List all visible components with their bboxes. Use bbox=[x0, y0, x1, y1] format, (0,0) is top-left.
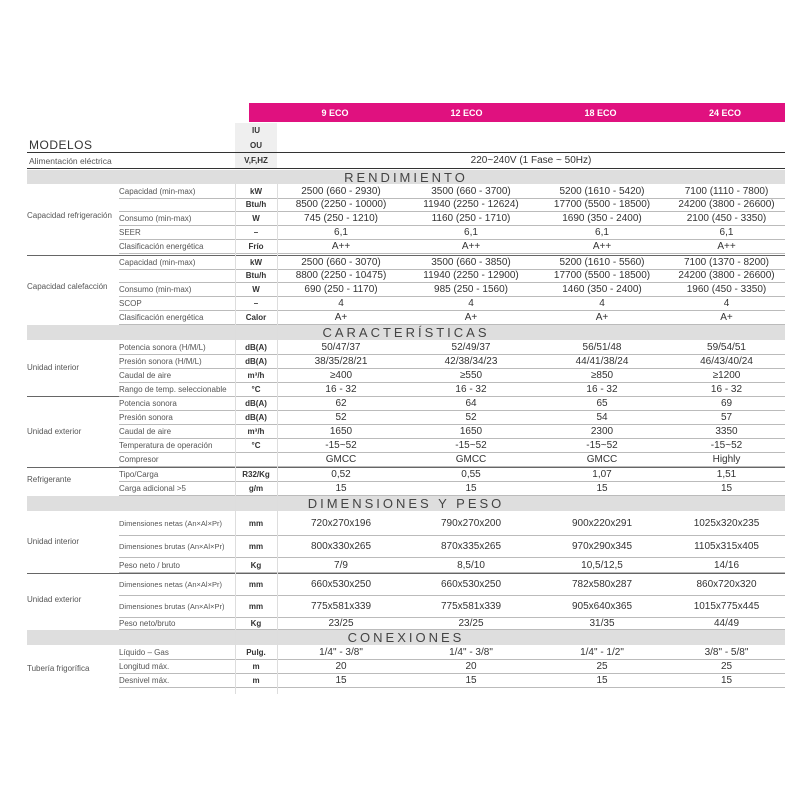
row-label: Presión sonora (H/M/L) bbox=[119, 357, 202, 366]
row-value: 57 bbox=[720, 412, 733, 423]
section-rendimiento: RENDIMIENTO bbox=[27, 170, 785, 184]
row-value: 6,1 bbox=[334, 227, 348, 238]
row-value: A++ bbox=[717, 241, 736, 252]
row-value: 23/25 bbox=[458, 618, 484, 629]
power-label: Alimentación eléctrica bbox=[29, 155, 112, 166]
row-value: 15 bbox=[596, 483, 608, 494]
ou-label: OU bbox=[250, 140, 262, 150]
row-value: 69 bbox=[720, 398, 733, 409]
row-value: 5200 (1610 - 5560) bbox=[559, 257, 645, 268]
row-value: 65 bbox=[596, 398, 608, 409]
row-value: 800x330x265 bbox=[310, 541, 372, 552]
row-value: 20 bbox=[465, 661, 477, 672]
group-unidad-exterior: Unidad exterior bbox=[27, 427, 82, 436]
row-value: 52 bbox=[465, 412, 477, 423]
row-label: Tipo/Carga bbox=[119, 470, 159, 479]
table-row bbox=[27, 674, 785, 687]
row-value: 4 bbox=[723, 298, 730, 309]
row-value: 4 bbox=[338, 298, 344, 309]
row-value: GMCC bbox=[586, 454, 618, 465]
row-label: Carga adicional >5 bbox=[119, 484, 186, 493]
model-header-12eco: 12 ECO bbox=[450, 107, 483, 118]
row-value: 1,51 bbox=[716, 469, 737, 480]
row-label: Potencia sonora (H/M/L) bbox=[119, 343, 206, 352]
row-divider bbox=[119, 495, 785, 496]
row-divider bbox=[119, 466, 785, 467]
table-row bbox=[27, 618, 785, 629]
row-label: SCOP bbox=[119, 299, 142, 308]
group-dim-unidad-interior: Unidad interior bbox=[27, 537, 80, 546]
table-row bbox=[27, 240, 785, 253]
row-value: 20 bbox=[335, 661, 347, 672]
row-value: 15 bbox=[720, 675, 733, 686]
row-unit: m bbox=[252, 676, 260, 685]
row-value: 15 bbox=[335, 675, 347, 686]
table-row bbox=[27, 512, 785, 535]
table-row bbox=[27, 574, 785, 595]
row-value: 15 bbox=[465, 675, 477, 686]
table-row bbox=[27, 383, 785, 396]
table-row bbox=[27, 185, 785, 198]
row-value: 720x270x196 bbox=[310, 518, 372, 529]
row-unit: W bbox=[252, 214, 260, 223]
row-divider bbox=[119, 324, 785, 325]
row-value: GMCC bbox=[455, 454, 487, 465]
row-unit: Btu/h bbox=[245, 271, 267, 280]
row-value: 56/51/48 bbox=[582, 342, 622, 353]
power-unit: V,F,HZ bbox=[244, 156, 268, 165]
row-value: 16 - 32 bbox=[455, 384, 487, 395]
table-row bbox=[27, 226, 785, 239]
row-value: 23/25 bbox=[328, 618, 354, 629]
row-unit: Calor bbox=[245, 313, 267, 322]
group-tuberia: Tubería frigorífica bbox=[27, 664, 90, 673]
row-unit bbox=[235, 453, 277, 466]
row-label: Clasificación energética bbox=[119, 313, 204, 322]
row-unit: mm bbox=[248, 519, 264, 528]
row-label: Caudal de aire bbox=[119, 371, 172, 380]
row-value: 17700 (5500 - 18500) bbox=[553, 199, 651, 210]
table-row bbox=[27, 439, 785, 452]
row-unit: m bbox=[252, 662, 260, 671]
row-value: 15 bbox=[596, 675, 608, 686]
row-value: 44/41/38/24 bbox=[575, 356, 629, 367]
row-value: 7100 (1110 - 7800) bbox=[684, 186, 769, 197]
row-label: Temperatura de operación bbox=[119, 441, 213, 450]
row-value: 1650 bbox=[459, 426, 483, 437]
row-value: ≥400 bbox=[329, 370, 353, 381]
model-header-bar bbox=[249, 103, 785, 122]
row-value: 745 (250 - 1210) bbox=[304, 213, 378, 224]
table-row bbox=[27, 297, 785, 310]
row-unit: – bbox=[253, 228, 259, 237]
row-label bbox=[119, 198, 233, 211]
table-row bbox=[27, 355, 785, 368]
row-label: Compresor bbox=[119, 455, 159, 464]
row-label: Dimensiones brutas (An×Al×Pr) bbox=[119, 602, 225, 611]
table-row bbox=[27, 369, 785, 382]
row-value: 660x530x250 bbox=[310, 579, 372, 590]
row-value: 3500 (660 - 3850) bbox=[431, 257, 511, 268]
group-refrigerante: Refrigerante bbox=[27, 475, 72, 484]
row-value: 16 - 32 bbox=[586, 384, 618, 395]
power-value: 220~240V (1 Fase ~ 50Hz) bbox=[470, 155, 592, 166]
row-value: 8800 (2250 - 10475) bbox=[295, 270, 387, 281]
table-row bbox=[27, 341, 785, 354]
row-value: 0,52 bbox=[331, 469, 351, 480]
row-value: -15~52 bbox=[325, 440, 357, 451]
row-unit: °C bbox=[251, 441, 261, 450]
row-value: 1015x775x445 bbox=[693, 601, 760, 612]
table-row bbox=[27, 397, 785, 410]
row-value: 4 bbox=[468, 298, 474, 309]
row-value: 690 (250 - 1170) bbox=[304, 284, 378, 295]
row-value: 62 bbox=[335, 398, 347, 409]
row-unit: Frío bbox=[248, 242, 264, 251]
row-value: 0,55 bbox=[461, 469, 481, 480]
row-unit: mm bbox=[248, 580, 264, 589]
row-value: 6,1 bbox=[719, 227, 734, 238]
row-value: 10,5/12,5 bbox=[581, 559, 623, 571]
row-value: 11940 (2250 - 12900) bbox=[423, 270, 519, 281]
row-value: 860x720x320 bbox=[696, 579, 757, 590]
table-row bbox=[27, 256, 785, 269]
row-value: 8500 (2250 - 10000) bbox=[295, 199, 387, 210]
row-value: A+ bbox=[464, 312, 478, 323]
row-label: Peso neto / bruto bbox=[119, 560, 180, 570]
row-value: 1160 (250 - 1710) bbox=[431, 213, 511, 224]
page-title: MODELOS bbox=[29, 138, 93, 152]
row-unit: dB(A) bbox=[245, 357, 267, 366]
group-dim-unidad-exterior: Unidad exterior bbox=[27, 595, 82, 604]
row-value: 905x640x365 bbox=[571, 601, 633, 612]
row-unit: m³/h bbox=[247, 427, 265, 436]
unit-col-right-border bbox=[277, 184, 278, 694]
row-value: 17700 (5500 - 18500) bbox=[553, 270, 651, 281]
row-value: Highly bbox=[712, 454, 741, 465]
row-label: Dimensiones netas (An×Al×Pr) bbox=[119, 519, 222, 528]
row-value: 1/4" - 3/8" bbox=[449, 647, 493, 658]
row-value: 25 bbox=[720, 661, 733, 672]
row-value: A+ bbox=[720, 312, 733, 323]
row-value: 15 bbox=[720, 483, 733, 494]
row-value: 4 bbox=[599, 298, 605, 309]
row-value: 985 (250 - 1560) bbox=[434, 284, 508, 295]
row-value: 59/54/51 bbox=[707, 342, 746, 353]
table-row bbox=[27, 660, 785, 673]
row-unit: dB(A) bbox=[245, 343, 267, 352]
row-value: 6,1 bbox=[595, 227, 609, 238]
row-label: Caudal de aire bbox=[119, 427, 172, 436]
row-label: Consumo (min-max) bbox=[119, 285, 192, 294]
row-value: 1,07 bbox=[592, 469, 612, 480]
section-dimensiones: DIMENSIONES Y PESO bbox=[27, 496, 785, 511]
row-value: 15 bbox=[465, 483, 477, 494]
row-value: 15 bbox=[335, 483, 347, 494]
row-value: 3350 bbox=[715, 426, 738, 437]
row-value: 3500 (660 - 3700) bbox=[431, 186, 511, 197]
row-unit: W bbox=[252, 285, 260, 294]
row-value: 6,1 bbox=[464, 227, 478, 238]
table-row bbox=[27, 453, 785, 466]
row-label: Presión sonora bbox=[119, 413, 173, 422]
row-unit: mm bbox=[248, 542, 264, 551]
row-value: 970x290x345 bbox=[571, 541, 633, 552]
row-unit: kW bbox=[250, 258, 262, 267]
row-label: Consumo (min-max) bbox=[119, 214, 192, 223]
group-calefaccion: Capacidad calefacción bbox=[27, 282, 108, 291]
row-value: 3/8" - 5/8" bbox=[704, 647, 749, 658]
row-value: A++ bbox=[461, 241, 481, 252]
row-value: 1460 (350 - 2400) bbox=[562, 284, 642, 295]
row-label: Líquido – Gas bbox=[119, 648, 169, 657]
row-value: -15~52 bbox=[455, 440, 487, 451]
row-value: 44/49 bbox=[713, 618, 740, 629]
row-divider bbox=[119, 253, 785, 254]
row-unit: m³/h bbox=[247, 371, 265, 380]
table-row bbox=[27, 646, 785, 659]
row-value: 1/4" - 3/8" bbox=[319, 647, 363, 658]
model-header-24eco: 24 ECO bbox=[708, 107, 741, 118]
row-value: 2500 (660 - 2930) bbox=[301, 186, 381, 197]
row-value: 7/9 bbox=[334, 559, 348, 571]
row-label: Dimensiones netas (An×Al×Pr) bbox=[119, 580, 222, 589]
row-value: 25 bbox=[596, 661, 608, 672]
row-value: 38/35/28/21 bbox=[314, 356, 368, 367]
row-value: 64 bbox=[465, 398, 477, 409]
table-row bbox=[27, 283, 785, 296]
row-unit: dB(A) bbox=[245, 399, 267, 408]
row-value: 14/16 bbox=[713, 559, 740, 571]
row-value: 42/38/34/23 bbox=[444, 356, 498, 367]
row-unit: – bbox=[253, 299, 259, 308]
row-value: -15~52 bbox=[586, 440, 618, 451]
row-divider bbox=[119, 572, 785, 573]
row-value: 52/49/37 bbox=[451, 342, 491, 353]
row-value: ≥550 bbox=[459, 370, 483, 381]
row-label: Clasificación energética bbox=[119, 242, 204, 251]
table-row bbox=[27, 482, 785, 495]
row-value: 782x580x287 bbox=[571, 579, 633, 590]
row-value: 8,5/10 bbox=[457, 559, 485, 571]
row-unit: R32/Kg bbox=[242, 470, 270, 479]
row-value: 1/4" - 1/2" bbox=[580, 647, 624, 658]
row-value: 24200 (3800 - 26600) bbox=[678, 270, 775, 281]
table-row bbox=[27, 411, 785, 424]
row-value: GMCC bbox=[325, 454, 357, 465]
table-row bbox=[27, 198, 785, 211]
row-value: A++ bbox=[592, 241, 612, 252]
row-unit: kW bbox=[250, 187, 262, 196]
row-value: 2100 (450 - 3350) bbox=[686, 213, 767, 224]
row-label bbox=[119, 269, 233, 282]
row-divider bbox=[119, 687, 785, 688]
row-value: 775x581x339 bbox=[440, 601, 502, 612]
table-row bbox=[27, 468, 785, 481]
row-label: SEER bbox=[119, 228, 141, 237]
row-unit: mm bbox=[248, 602, 264, 611]
model-header-9eco: 9 ECO bbox=[321, 107, 349, 118]
table-row bbox=[27, 269, 785, 282]
row-value: 50/47/37 bbox=[321, 342, 361, 353]
row-label: Longitud máx. bbox=[119, 662, 170, 671]
row-value: 1960 (450 - 3350) bbox=[686, 284, 767, 295]
row-value: -15~52 bbox=[710, 440, 743, 451]
row-value: 1690 (350 - 2400) bbox=[562, 213, 642, 224]
table-row bbox=[27, 596, 785, 617]
row-divider bbox=[119, 629, 785, 630]
table-row bbox=[27, 212, 785, 225]
section-conexiones: CONEXIONES bbox=[27, 630, 785, 645]
table-row bbox=[27, 311, 785, 324]
row-value: 900x220x291 bbox=[571, 518, 633, 529]
row-value: 46/43/40/24 bbox=[700, 356, 753, 367]
row-value: 870x335x265 bbox=[440, 541, 502, 552]
model-header-18eco: 18 ECO bbox=[584, 107, 617, 118]
row-value: 2500 (660 - 3070) bbox=[301, 257, 381, 268]
row-label: Potencia sonora bbox=[119, 399, 177, 408]
table-row bbox=[27, 425, 785, 438]
row-label: Rango de temp. seleccionable bbox=[119, 385, 227, 394]
row-value: 7100 (1370 - 8200) bbox=[683, 257, 770, 268]
row-value: A+ bbox=[334, 312, 348, 323]
row-value: A++ bbox=[331, 241, 351, 252]
title-divider bbox=[27, 152, 785, 153]
row-label: Capacidad (min-max) bbox=[119, 258, 196, 267]
row-value: ≥1200 bbox=[712, 370, 741, 381]
group-refrigeracion: Capacidad refrigeración bbox=[27, 211, 112, 220]
row-unit: Kg bbox=[250, 560, 262, 570]
row-value: 16 - 32 bbox=[325, 384, 357, 395]
row-label: Peso neto/bruto bbox=[119, 619, 176, 628]
row-value: 1105x315x405 bbox=[694, 541, 759, 552]
unit-col-left-border bbox=[235, 184, 236, 694]
row-unit: g/m bbox=[248, 484, 264, 493]
row-value: 11940 (2250 - 12624) bbox=[423, 199, 519, 210]
row-value: 1650 bbox=[329, 426, 353, 437]
row-unit: Pulg. bbox=[246, 648, 266, 657]
row-value: 5200 (1610 - 5420) bbox=[559, 186, 645, 197]
row-value: 24200 (3800 - 26600) bbox=[678, 199, 775, 210]
table-row bbox=[27, 558, 785, 572]
row-unit: Kg bbox=[250, 619, 262, 628]
row-unit: dB(A) bbox=[245, 413, 267, 422]
row-value: 54 bbox=[596, 412, 608, 423]
row-label: Desnivel máx. bbox=[119, 676, 170, 685]
iu-label: IU bbox=[252, 125, 260, 135]
row-unit: Btu/h bbox=[245, 200, 267, 209]
row-value: 2300 bbox=[590, 426, 614, 437]
row-value: A+ bbox=[595, 312, 609, 323]
row-unit: °C bbox=[251, 385, 261, 394]
table-row bbox=[27, 536, 785, 557]
row-label: Capacidad (min-max) bbox=[119, 187, 196, 196]
row-value: 16 - 32 bbox=[710, 384, 743, 395]
row-value: 31/35 bbox=[589, 618, 615, 629]
row-value: 1025x320x235 bbox=[693, 518, 760, 529]
row-label: Dimensiones brutas (An×Al×Pr) bbox=[119, 542, 225, 551]
row-value: 52 bbox=[335, 412, 347, 423]
row-value: 775x581x339 bbox=[310, 601, 372, 612]
row-value: 790x270x200 bbox=[440, 518, 502, 529]
section-caracteristicas: CARACTERÍSTICAS bbox=[27, 325, 785, 340]
group-unidad-interior: Unidad interior bbox=[27, 363, 80, 372]
row-value: 660x530x250 bbox=[440, 579, 502, 590]
row-value: ≥850 bbox=[590, 370, 614, 381]
